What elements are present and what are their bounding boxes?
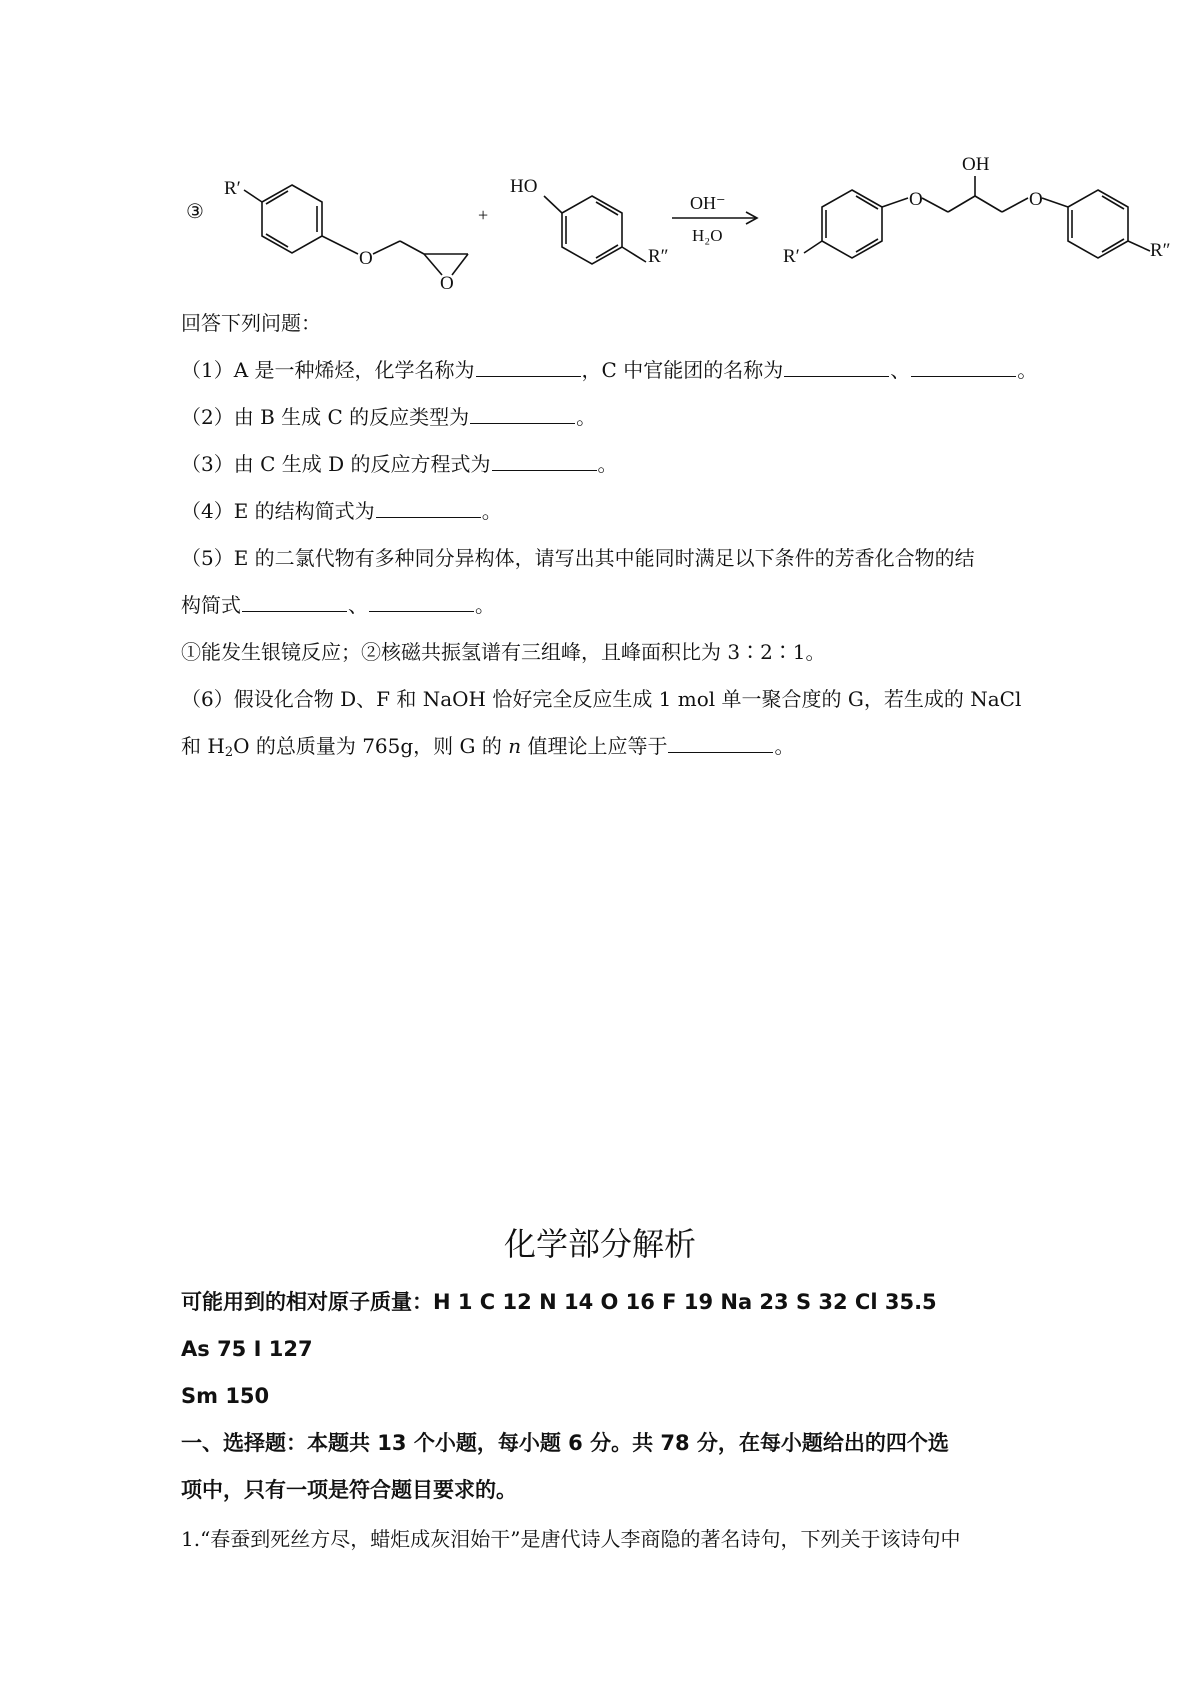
reaction-scheme [0, 0, 1200, 300]
question-5-line-2 [181, 592, 1051, 618]
question-3-text-a: （3）由 C 生成 D 的反应方程式为 [181, 452, 491, 476]
atomic-masses-line-2: As 75 I 127 [181, 1337, 313, 1361]
question-6-text-d: 。 [774, 734, 795, 758]
benzene-ring [1068, 190, 1128, 258]
r-prime-label: R′ [224, 178, 241, 199]
question-1 [181, 357, 1051, 383]
product-oxygen-left: O [909, 189, 923, 210]
question-6-text-c: 值理论上应等于 [521, 734, 668, 758]
atomic-masses-line-1: 可能用到的相对原子质量：H 1 C 12 N 14 O 16 F 19 Na 23 S 32 Cl 35.5 [181, 1290, 937, 1314]
analysis-title: 化学部分解析 [503, 1225, 696, 1263]
question-1-text-b: ，C 中官能团的名称为 [581, 358, 784, 382]
section-heading-line-2: 项中，只有一项是符合题目要求的。 [181, 1478, 517, 1502]
product-r-double-prime-label: R″ [1150, 240, 1171, 261]
question-1-text-c: 、 [890, 358, 911, 382]
question-item-1: 1.“春蚕到死丝方尽，蜡炬成灰泪始干”是唐代诗人李商隐的著名诗句，下列关于该诗句中 [181, 1527, 961, 1551]
question-1-text-a: （1）A 是一种烯烃，化学名称为 [181, 358, 475, 382]
step-marker: ③ [186, 201, 204, 223]
benzene-ring [822, 190, 882, 258]
question-4 [181, 498, 1051, 524]
question-5-text-b: 、 [348, 593, 368, 617]
reagent-hydroxide: OH⁻ [690, 193, 726, 213]
answer-blank [369, 593, 474, 612]
epoxide-oxygen-label: O [440, 273, 454, 294]
answer-blank [476, 358, 581, 377]
question-6-text-a: 和 H [181, 734, 225, 758]
question-4-text-b: 。 [481, 499, 502, 523]
question-2 [181, 404, 1051, 430]
answer-blank [470, 405, 575, 424]
product-hydroxyl-label: OH [962, 154, 990, 175]
product-structure [804, 176, 1150, 258]
question-5-line-1: （5）E 的二氯代物有多种同分异构体，请写出其中能同时满足以下条件的芳香化合物的结 [181, 546, 975, 570]
hydroxyl-label: HO [510, 176, 538, 197]
reactant-1-structure [244, 185, 468, 275]
question-4-text-a: （4）E 的结构简式为 [181, 499, 375, 523]
plus-sign: + [478, 205, 489, 225]
reactant-2-structure [544, 196, 646, 264]
section-heading-line-1: 一、选择题：本题共 13 个小题，每小题 6 分。共 78 分，在每小题给出的四个选 [181, 1431, 949, 1455]
variable-n: n [508, 734, 522, 758]
question-5-text-c: 。 [475, 593, 495, 617]
answer-blank [668, 734, 773, 753]
ether-oxygen-label: O [359, 248, 373, 269]
answer-blank [242, 593, 347, 612]
atomic-masses-line-3: Sm 150 [181, 1384, 270, 1408]
water-subscript: 2 [224, 745, 234, 760]
question-5-conditions: ①能发生银镜反应；②核磁共振氢谱有三组峰，且峰面积比为 3∶2∶1。 [181, 640, 826, 664]
questions-intro: 回答下列问题： [181, 311, 321, 335]
answer-blank [492, 452, 597, 471]
question-6-line-2 [181, 733, 1051, 766]
answer-blank [911, 358, 1016, 377]
question-3-text-b: 。 [597, 452, 618, 476]
question-2-text-b: 。 [576, 405, 597, 429]
question-2-text-a: （2）由 B 生成 C 的反应类型为 [181, 405, 470, 429]
benzene-ring [562, 196, 622, 264]
question-1-text-d: 。 [1017, 358, 1038, 382]
question-3 [181, 451, 1051, 477]
product-r-prime-label: R′ [783, 246, 800, 267]
r-double-prime-label: R″ [648, 246, 669, 267]
reaction-arrow [672, 212, 757, 224]
question-6-text-b: O 的总质量为 765g，则 G 的 [233, 734, 509, 758]
answer-blank [376, 499, 481, 518]
reagent-water: H₂O [692, 226, 723, 245]
question-6-line-1: （6）假设化合物 D、F 和 NaOH 恰好完全反应生成 1 mol 单一聚合度的 G，若生成的 NaCl [181, 687, 1022, 711]
answer-blank [784, 358, 889, 377]
benzene-ring [262, 185, 322, 253]
question-5-text-a: 构简式 [181, 593, 241, 617]
product-oxygen-right: O [1029, 189, 1043, 210]
